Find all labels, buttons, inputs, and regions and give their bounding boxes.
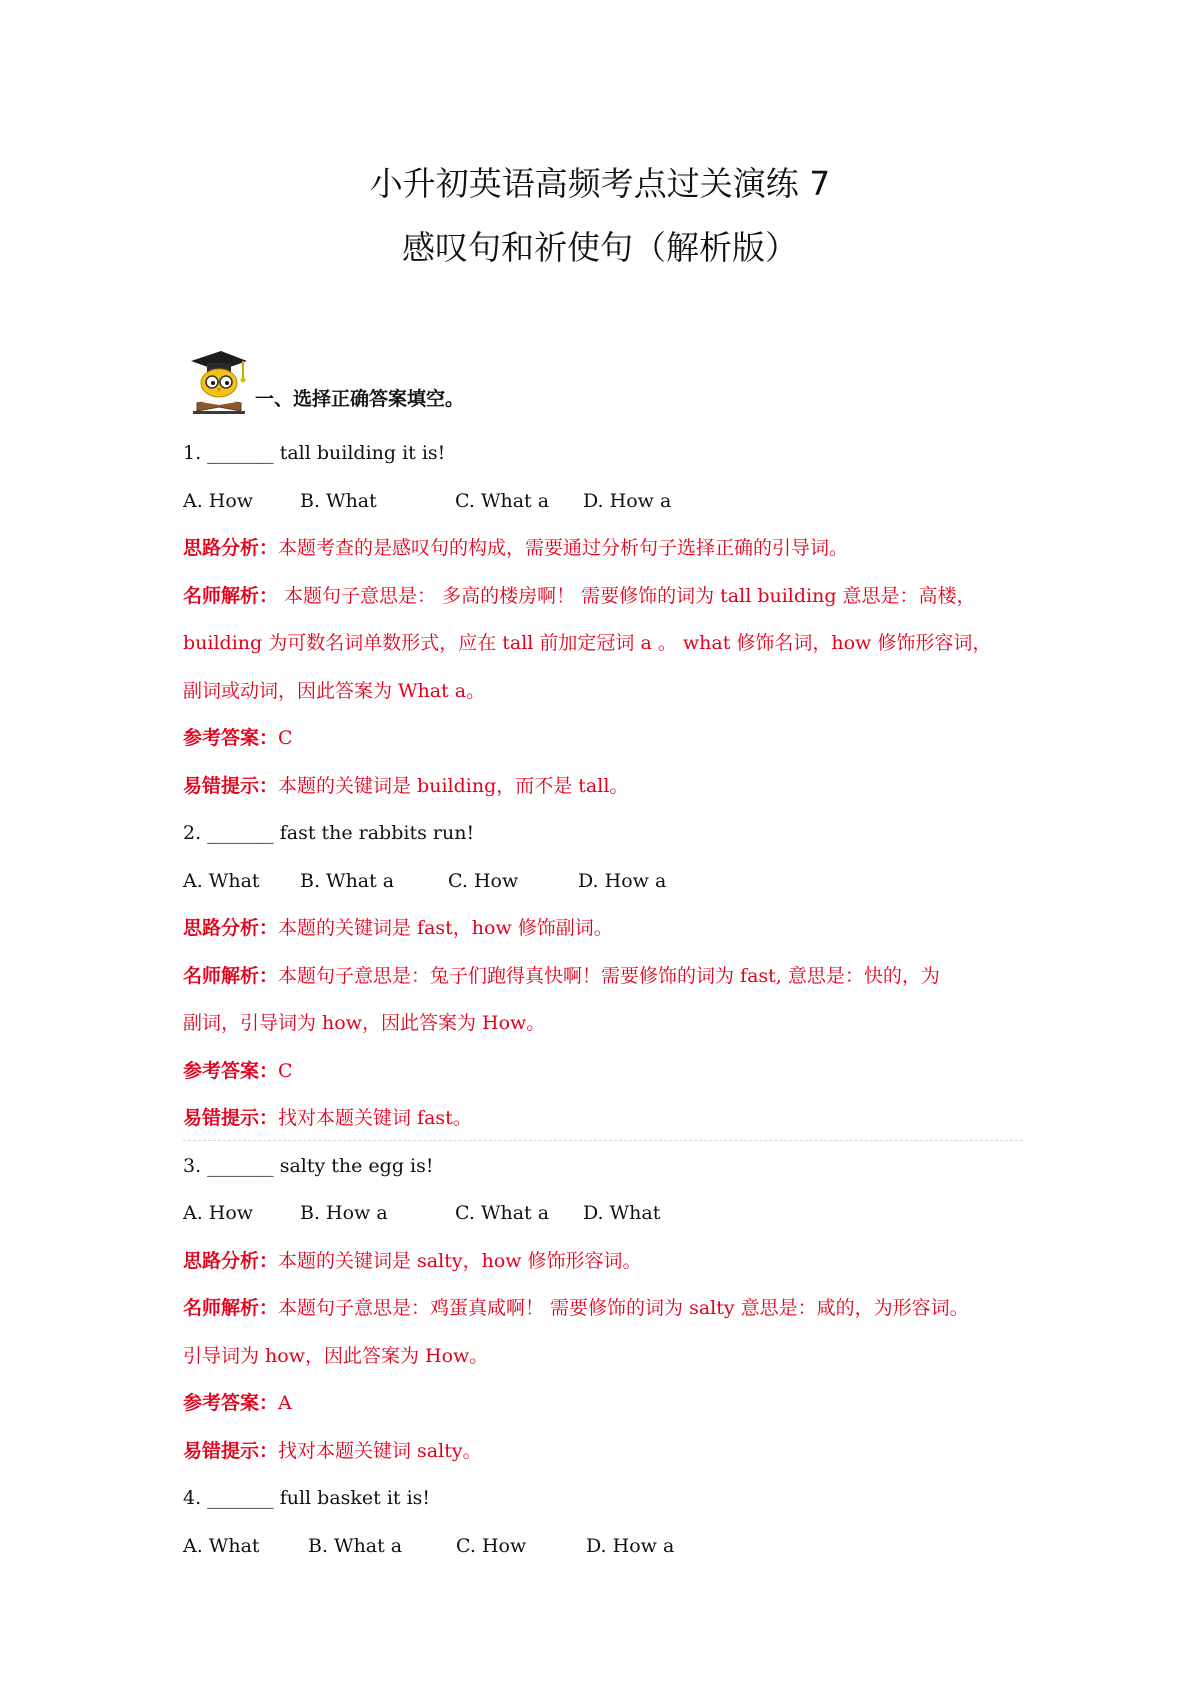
question-stem: 4. _______ full basket it is! [183, 1487, 431, 1509]
teacher-label: 名师解析： [183, 584, 279, 607]
teacher-label: 名师解析： [183, 964, 279, 987]
analysis-row [183, 905, 1033, 953]
teacher-text-continued: 副词，引导词为 how，因此答案为 How。 [183, 1012, 546, 1034]
option: A. What [183, 869, 260, 892]
teacher-row [183, 573, 1033, 621]
tip-text: 找对本题关键词 fast。 [278, 1107, 472, 1129]
tip-row [183, 1095, 1033, 1143]
analysis-row [183, 1238, 1033, 1286]
option: A. How [183, 1202, 254, 1224]
page-divider [183, 1140, 1023, 1141]
option: B. What [300, 489, 377, 512]
option: C. What a [455, 489, 550, 512]
answer-text: C [278, 727, 293, 749]
question-options [183, 1190, 1033, 1238]
answer-text: A [278, 1392, 292, 1414]
tip-text: 找对本题关键词 salty。 [278, 1439, 482, 1462]
tip-text: 本题的关键词是 building，而不是 tall。 [278, 774, 629, 797]
question-stem: 3. _______ salty the egg is! [183, 1154, 434, 1177]
teacher-row [183, 1285, 1033, 1333]
option: B. What a [300, 869, 395, 892]
option: D. How a [578, 869, 667, 892]
option: B. How a [300, 1202, 388, 1224]
question-list [183, 430, 1033, 1570]
answer-label: 参考答案： [183, 1059, 279, 1082]
option: D. How a [583, 489, 672, 512]
question-options [183, 1523, 1033, 1571]
teacher-row [183, 953, 1033, 1001]
teacher-text: 本题句子意思是：兔子们跑得真快啊！需要修饰的词为 fast, 意思是：快的，为 [278, 964, 940, 987]
page-title: 小升初英语高频考点过关演练 7 [369, 164, 831, 203]
option: C. What a [455, 1202, 550, 1224]
analysis-label: 思路分析： [183, 1249, 279, 1272]
scholar-owl-icon [183, 345, 253, 415]
teacher-label: 名师解析： [183, 1297, 279, 1319]
option: C. How [448, 869, 519, 892]
answer-label: 参考答案： [183, 727, 279, 749]
option: D. What [583, 1202, 661, 1224]
answer-row [183, 1048, 1033, 1096]
tip-label: 易错提示： [183, 1107, 279, 1129]
option: A. How [183, 489, 254, 512]
option: C. How [456, 1534, 527, 1557]
teacher-text-continued: building 为可数名词单数形式，应在 tall 前加定冠词 a 。 what 修饰名词，how 修饰形容词， [183, 632, 992, 654]
tip-label: 易错提示： [183, 1439, 279, 1462]
section-heading [183, 345, 464, 415]
question-options [183, 478, 1033, 526]
page-subtitle: 感叹句和祈使句（解析版） [402, 228, 798, 267]
option: A. What [183, 1534, 260, 1557]
answer-row [183, 1380, 1033, 1428]
option: B. What a [308, 1534, 403, 1557]
option: D. How a [586, 1534, 675, 1557]
analysis-row [183, 525, 1033, 573]
tip-row [183, 763, 1033, 811]
analysis-text: 本题的关键词是 fast，how 修饰副词。 [278, 917, 613, 939]
answer-row [183, 715, 1033, 763]
answer-text: C [278, 1059, 293, 1082]
analysis-text: 本题考查的是感叹句的构成，需要通过分析句子选择正确的引导词。 [278, 537, 849, 559]
teacher-text-continued: 引导词为 how，因此答案为 How。 [183, 1344, 489, 1367]
answer-label: 参考答案： [183, 1392, 279, 1414]
analysis-label: 思路分析： [183, 917, 279, 939]
tip-row [183, 1428, 1033, 1476]
teacher-text-continued: 副词或动词，因此答案为 What a。 [183, 679, 486, 702]
question-options [183, 858, 1033, 906]
question-stem: 1. _______ tall building it is! [183, 442, 446, 464]
analysis-text: 本题的关键词是 salty，how 修饰形容词。 [278, 1249, 642, 1272]
teacher-text: 本题句子意思是： 多高的楼房啊！ 需要修饰的词为 tall building 意思是：高楼， [278, 584, 976, 607]
question-stem: 2. _______ fast the rabbits run! [183, 822, 475, 844]
section-label: 一、选择正确答案填空。 [255, 388, 465, 410]
analysis-label: 思路分析： [183, 537, 279, 559]
teacher-text: 本题句子意思是：鸡蛋真咸啊！ 需要修饰的词为 salty 意思是：咸的，为形容词。 [278, 1297, 969, 1319]
tip-label: 易错提示： [183, 774, 279, 797]
